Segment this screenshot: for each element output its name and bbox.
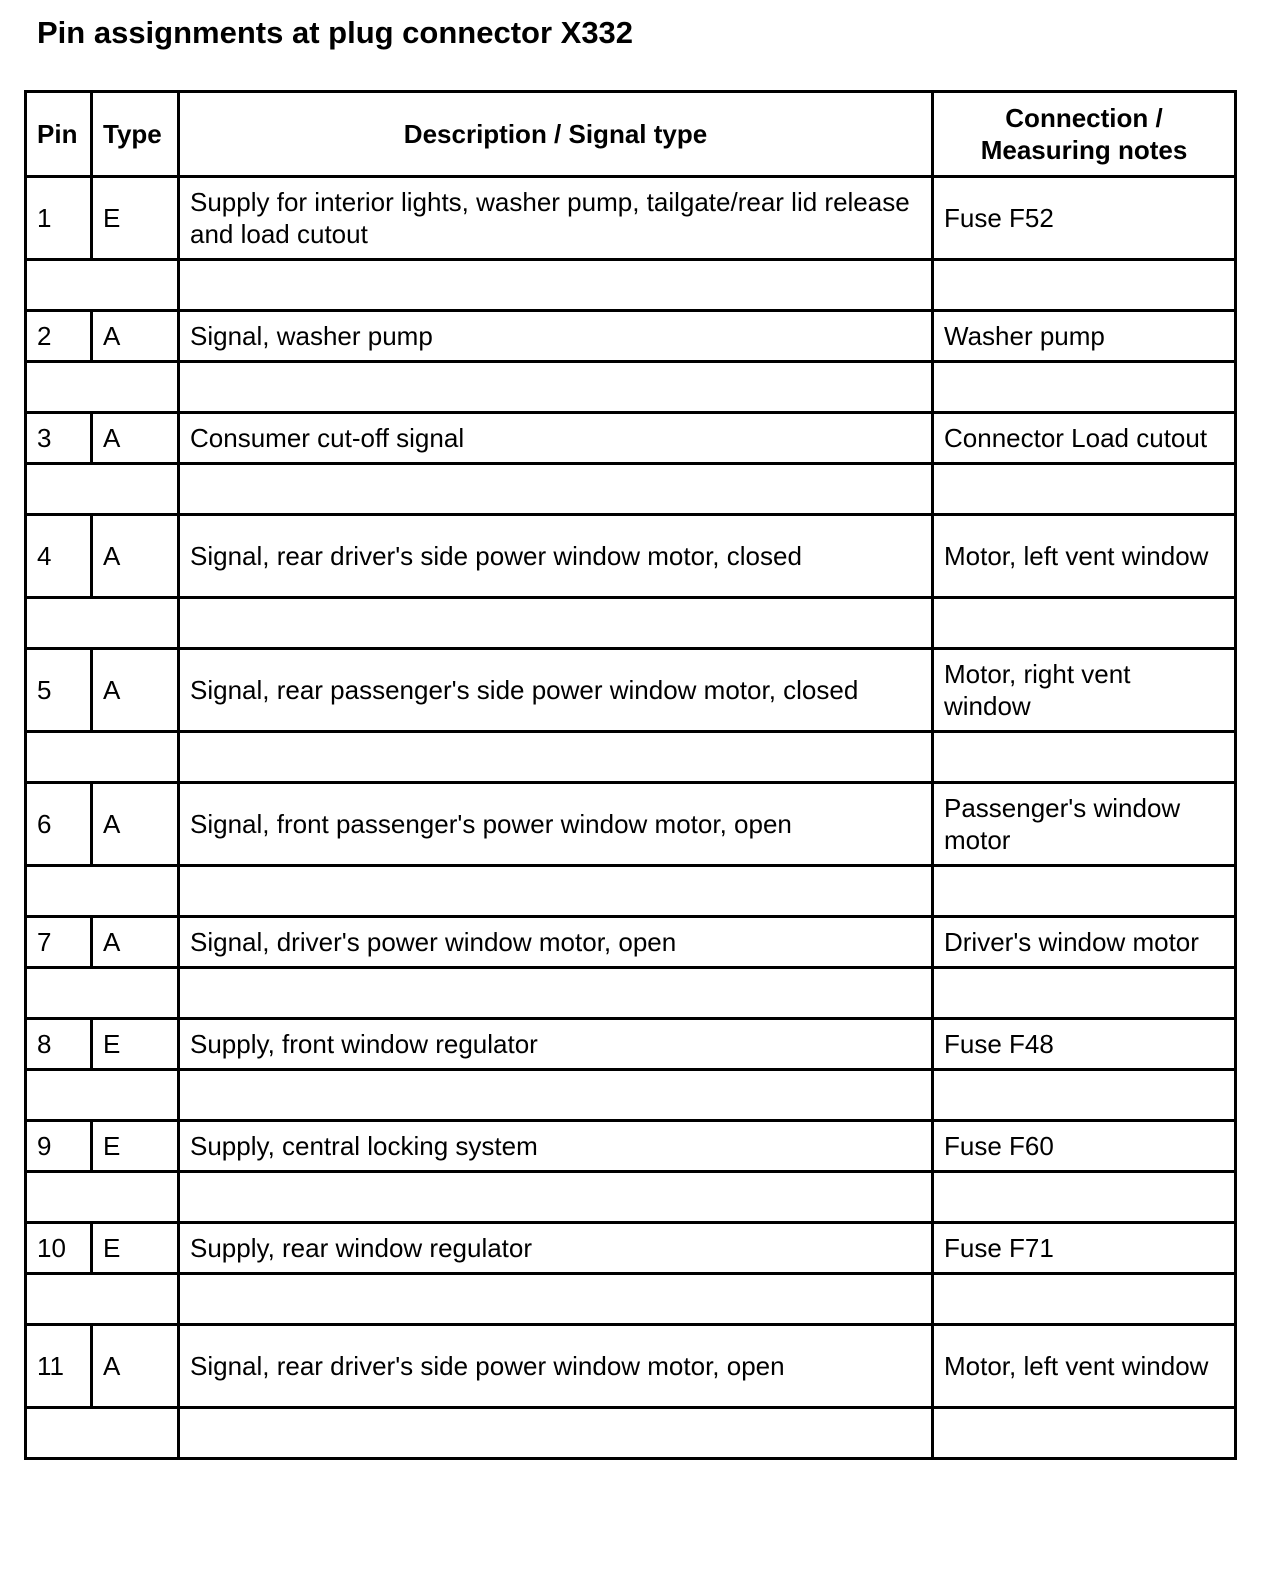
pin-cell: 6	[26, 783, 92, 866]
spacer-row	[26, 1172, 1236, 1223]
spacer-row	[26, 464, 1236, 515]
page-title: Pin assignments at plug connector X332	[37, 15, 634, 50]
header-row	[26, 92, 1236, 177]
connection-cell: Washer pump	[933, 311, 1236, 362]
spacer-row	[26, 968, 1236, 1019]
description-cell: Supply, central locking system	[179, 1121, 933, 1172]
connection-cell: Passenger's window motor	[933, 783, 1236, 866]
pin-cell: 2	[26, 311, 92, 362]
connection-cell: Fuse F71	[933, 1223, 1236, 1274]
table-row	[26, 649, 1236, 732]
type-cell: A	[92, 917, 179, 968]
connection-cell: Motor, right vent window	[933, 649, 1236, 732]
table-row	[26, 515, 1236, 598]
pin-cell: 3	[26, 413, 92, 464]
description-cell: Supply, rear window regulator	[179, 1223, 933, 1274]
type-cell: E	[92, 1019, 179, 1070]
table-row	[26, 311, 1236, 362]
table-row	[26, 1223, 1236, 1274]
description-cell: Supply for interior lights, washer pump, tailgate/rear lid release and load cutout	[179, 177, 933, 260]
connection-cell: Connector Load cutout	[933, 413, 1236, 464]
table-row	[26, 783, 1236, 866]
table-row	[26, 1121, 1236, 1172]
type-cell: A	[92, 649, 179, 732]
spacer-row	[26, 598, 1236, 649]
description-cell: Supply, front window regulator	[179, 1019, 933, 1070]
header-type: Type	[92, 92, 179, 177]
connection-cell: Fuse F52	[933, 177, 1236, 260]
description-cell: Signal, washer pump	[179, 311, 933, 362]
spacer-row	[26, 1408, 1236, 1459]
description-cell: Signal, rear driver's side power window motor, open	[179, 1325, 933, 1408]
pin-cell: 8	[26, 1019, 92, 1070]
connection-cell: Driver's window motor	[933, 917, 1236, 968]
connection-cell: Motor, left vent window	[933, 515, 1236, 598]
type-cell: A	[92, 311, 179, 362]
connection-cell: Fuse F60	[933, 1121, 1236, 1172]
header-connection: Connection / Measuring notes	[933, 92, 1236, 177]
type-cell: E	[92, 1121, 179, 1172]
spacer-row	[26, 866, 1236, 917]
pin-assignment-table	[24, 90, 1237, 1460]
table-row	[26, 1325, 1236, 1408]
table-row	[26, 1019, 1236, 1070]
connection-cell: Motor, left vent window	[933, 1325, 1236, 1408]
table-row	[26, 917, 1236, 968]
table-row	[26, 413, 1236, 464]
type-cell: E	[92, 1223, 179, 1274]
description-cell: Signal, rear passenger's side power window motor, closed	[179, 649, 933, 732]
description-cell: Signal, front passenger's power window motor, open	[179, 783, 933, 866]
header-description: Description / Signal type	[179, 92, 933, 177]
pin-cell: 10	[26, 1223, 92, 1274]
type-cell: A	[92, 1325, 179, 1408]
spacer-row	[26, 260, 1236, 311]
pin-cell: 9	[26, 1121, 92, 1172]
description-cell: Signal, rear driver's side power window motor, closed	[179, 515, 933, 598]
pin-cell: 5	[26, 649, 92, 732]
description-cell: Consumer cut-off signal	[179, 413, 933, 464]
table-row	[26, 177, 1236, 260]
pin-cell: 11	[26, 1325, 92, 1408]
spacer-row	[26, 732, 1236, 783]
type-cell: A	[92, 413, 179, 464]
header-pin: Pin	[26, 92, 92, 177]
spacer-row	[26, 1070, 1236, 1121]
connection-cell: Fuse F48	[933, 1019, 1236, 1070]
type-cell: A	[92, 515, 179, 598]
pin-cell: 4	[26, 515, 92, 598]
description-cell: Signal, driver's power window motor, open	[179, 917, 933, 968]
spacer-row	[26, 1274, 1236, 1325]
pin-cell: 7	[26, 917, 92, 968]
pin-cell: 1	[26, 177, 92, 260]
type-cell: A	[92, 783, 179, 866]
type-cell: E	[92, 177, 179, 260]
spacer-row	[26, 362, 1236, 413]
